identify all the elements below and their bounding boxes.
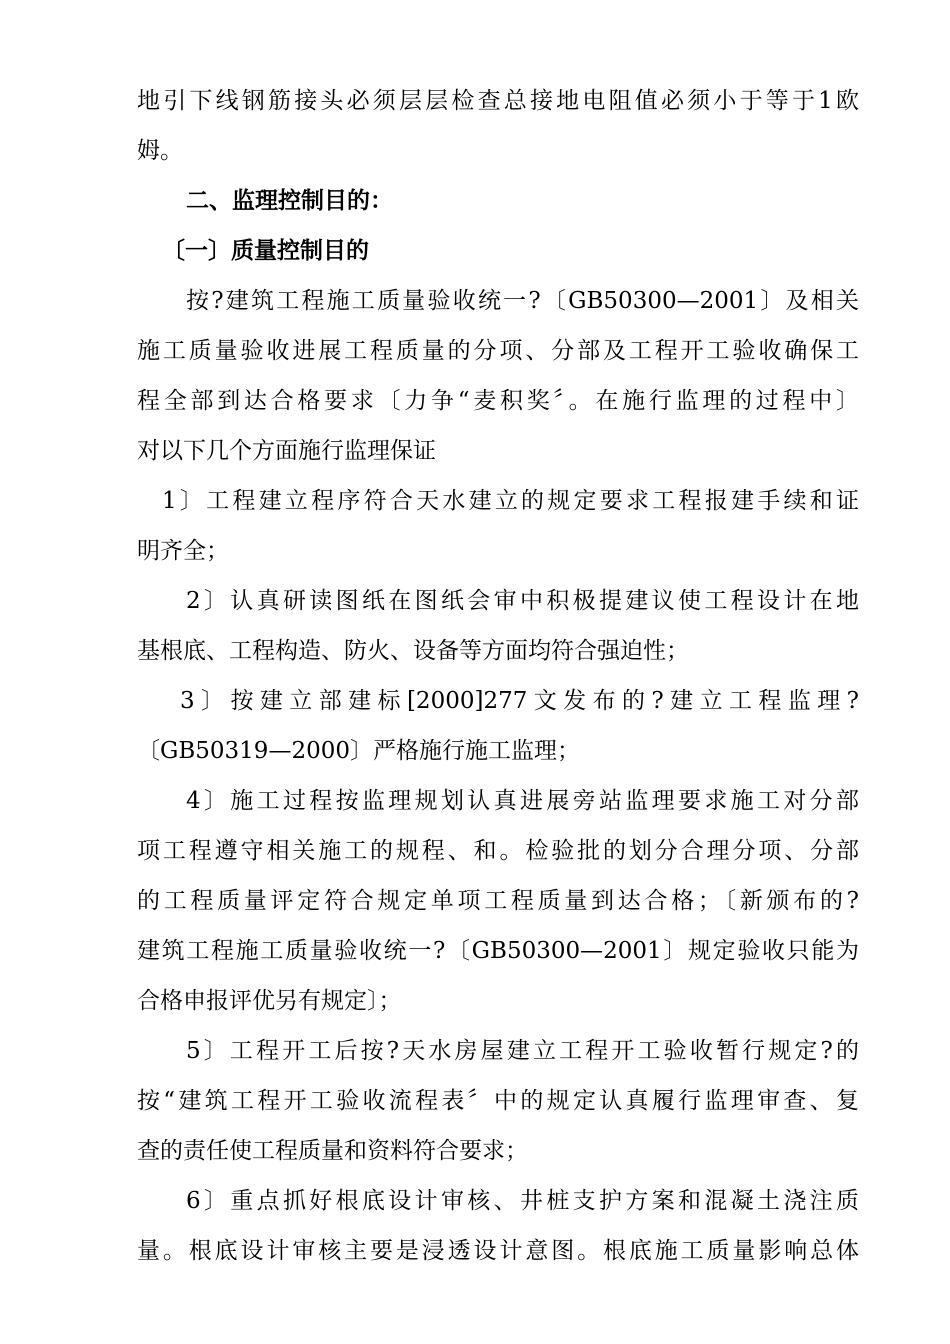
paragraph-line: 程全部到达合格要求〔力争“麦积奖〞。在施行监理的过程中〕	[137, 388, 859, 414]
paragraph-line: 施工质量验收进展工程质量的分项、分部及工程开工验收确保工	[137, 338, 859, 364]
subsection-heading: 〔一〕质量控制目的	[162, 237, 369, 264]
paragraph-line: 按?建筑工程施工质量验收统一?〔GB50300—2001〕及相关	[186, 288, 859, 314]
list-item-4-line: 的工程质量评定符合规定单项工程质量到达合格；〔新颁布的?	[137, 888, 859, 914]
text-line-1: 地引下线钢筋接头必须层层检查总接地电阻值必须小于等于1欧	[137, 88, 859, 114]
list-item-5-line: 5〕工程开工后按?天水房屋建立工程开工验收暂行规定?的	[186, 1038, 859, 1064]
paragraph-line: 对以下几个方面施行监理保证	[137, 438, 436, 464]
section-heading: 二、监理控制目的：	[186, 187, 393, 214]
text-line-2: 姆。	[137, 138, 183, 164]
list-item-3-line: 3〕按建立部建标[2000]277文发布的?建立工程监理?	[180, 688, 859, 714]
list-item-6-line: 6〕重点抓好根底设计审核、井桩支护方案和混凝土浇注质	[186, 1188, 859, 1214]
list-item-3-line: 〔GB50319—2000〕严格施行施工监理；	[137, 738, 580, 764]
list-item-4-line: 合格申报评优另有规定〕；	[137, 988, 402, 1014]
list-item-2-line: 基根底、工程构造、防火、设备等方面均符合强迫性；	[137, 638, 689, 664]
list-item-2-line: 2〕认真研读图纸在图纸会审中积极提建议使工程设计在地	[186, 588, 859, 614]
list-item-4-line: 4〕施工过程按监理规划认真进展旁站监理要求施工对分部	[186, 788, 859, 814]
list-item-4-line: 项工程遵守相关施工的规程、和。检验批的划分合理分项、分部	[137, 838, 859, 864]
list-item-1-line: 明齐全；	[137, 538, 229, 564]
list-item-6-line: 量。根底设计审核主要是浸透设计意图。根底施工质量影响总体	[137, 1238, 859, 1264]
list-item-1-line: 1〕工程建立程序符合天水建立的规定要求工程报建手续和证	[162, 488, 859, 514]
list-item-5-line: 按“建筑工程开工验收流程表〞中的规定认真履行监理审查、复	[137, 1088, 859, 1114]
list-item-4-line: 建筑工程施工质量验收统一?〔GB50300—2001〕规定验收只能为	[137, 938, 859, 964]
list-item-5-line: 查的责任使工程质量和资料符合要求；	[137, 1138, 528, 1164]
